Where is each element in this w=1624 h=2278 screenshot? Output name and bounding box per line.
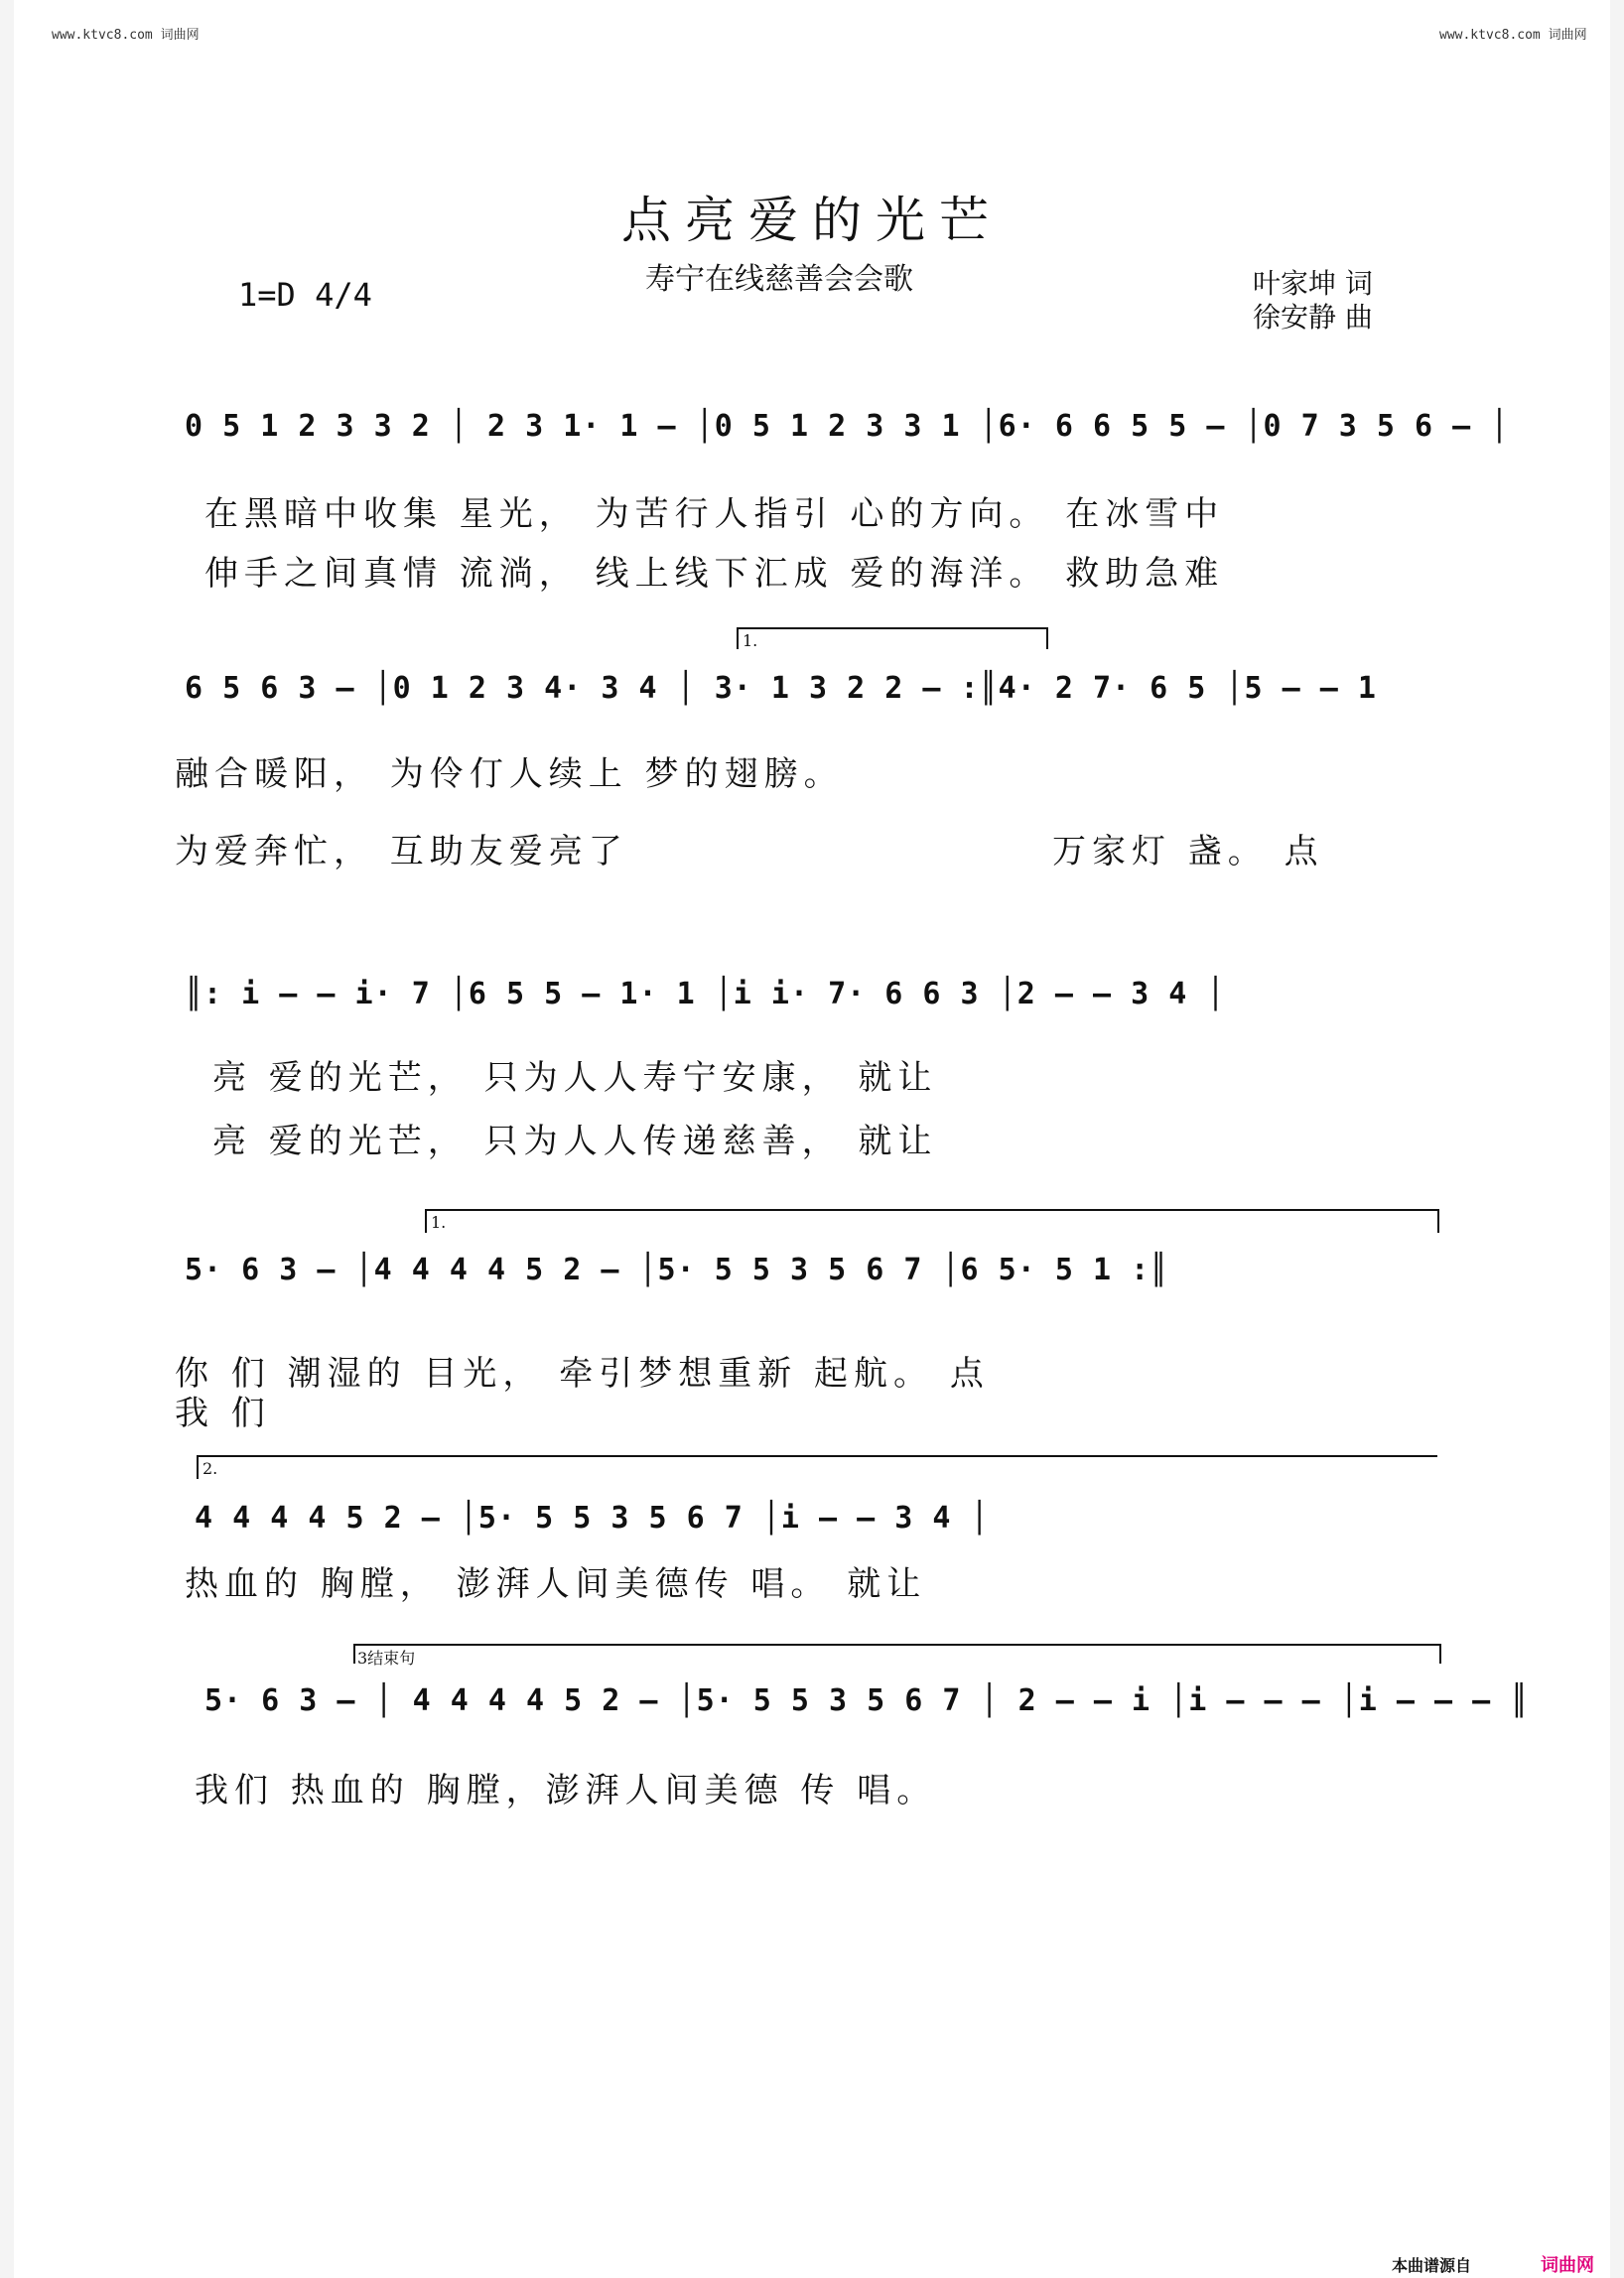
score-line-2-lyrics-verse-2b: 万家灯 盏。 点 [1052,832,1324,871]
page-title: 点亮爱的光芒 [621,192,1003,249]
score-line-2-notes: 6 5 6 3 – │0 1 2 3 4· 3 4 │ 3· 1 3 2 2 – :║4· 2 7· 6 5 │5 – – 1 [185,671,1377,706]
score-line-6-lyrics: 我们 热血的 胸膛，澎湃人间美德 传 唱。 [195,1771,937,1810]
score-line-1-notes: 0 5 1 2 3 3 2 │ 2 3 1· 1 – │0 5 1 2 3 3 1 │6· 6 6 5 5 – │0 7 3 5 6 – │ [185,409,1510,444]
footer-source-label: 本曲谱源自 [1392,2256,1472,2275]
score-line-5-lyrics: 热血的 胸膛， 澎湃人间美德传 唱。 就让 [185,1564,927,1604]
header-site-left[interactable]: www.ktvc8.com 词曲网 [52,28,200,43]
score-line-3-lyrics-verse-2: 亮 爱的光芒， 只为人人传递慈善， 就让 [212,1122,938,1161]
volta-bracket-line-2 [737,627,1048,649]
footer-site-link[interactable]: 词曲网 [1541,2255,1594,2276]
key-signature: 1=D 4/4 [238,276,372,314]
left-watermark-strip [0,0,14,2278]
header-site-right[interactable]: www.ktvc8.com 词曲网 [1439,28,1587,43]
score-line-2-lyrics-verse-1: 融合暖阳， 为伶仃人续上 梦的翅膀。 [175,754,844,794]
volta-bracket-line-4 [425,1209,1439,1233]
score-line-1-lyrics-verse-1: 在黑暗中收集 星光， 为苦行人指引 心的方向。 在冰雪中 [204,494,1225,534]
score-line-3-notes: ║: i – – i· 7 │6 5 5 – 1· 1 │i i· 7· 6 6 3 │2 – – 3 4 │ [185,977,1226,1011]
score-line-4-notes: 5· 6 3 – │4 4 4 4 5 2 – │5· 5 5 3 5 6 7 │6 5· 5 1 :║ [185,1253,1169,1287]
volta-label-line-6: 3结束句 [357,1649,416,1668]
score-line-5-notes: 4 4 4 4 5 2 – │5· 5 5 3 5 6 7 │i – – 3 4 │ [195,1501,990,1536]
score-line-4-lyrics-verse-2: 我 们 [175,1394,271,1433]
score-line-2-lyrics-verse-2a: 为爱奔忙， 互助友爱亮了 [175,832,628,871]
volta-bracket-line-6 [353,1644,1441,1664]
right-watermark-strip [1610,0,1624,2278]
volta-bracket-line-5 [197,1455,1437,1479]
subtitle: 寿宁在线慈善会会歌 [645,262,913,297]
volta-label-line-2: 1. [743,631,758,650]
score-line-1-lyrics-verse-2: 伸手之间真情 流淌， 线上线下汇成 爱的海洋。 救助急难 [204,554,1225,594]
volta-label-line-5: 2. [203,1459,218,1478]
volta-label-line-4: 1. [431,1213,447,1232]
score-line-3-lyrics-verse-1: 亮 爱的光芒， 只为人人寿宁安康， 就让 [212,1058,938,1098]
lyricist-credit: 叶家坤 词 [1253,267,1373,300]
score-line-6-notes: 5· 6 3 – │ 4 4 4 4 5 2 – │5· 5 5 3 5 6 7 │ 2 – – i │i – – – │i – – – ║ [204,1683,1530,1718]
score-line-4-lyrics-verse-1: 你 们 潮湿的 目光， 牵引梦想重新 起航。 点 [175,1354,990,1394]
composer-credit: 徐安静 曲 [1253,301,1373,334]
